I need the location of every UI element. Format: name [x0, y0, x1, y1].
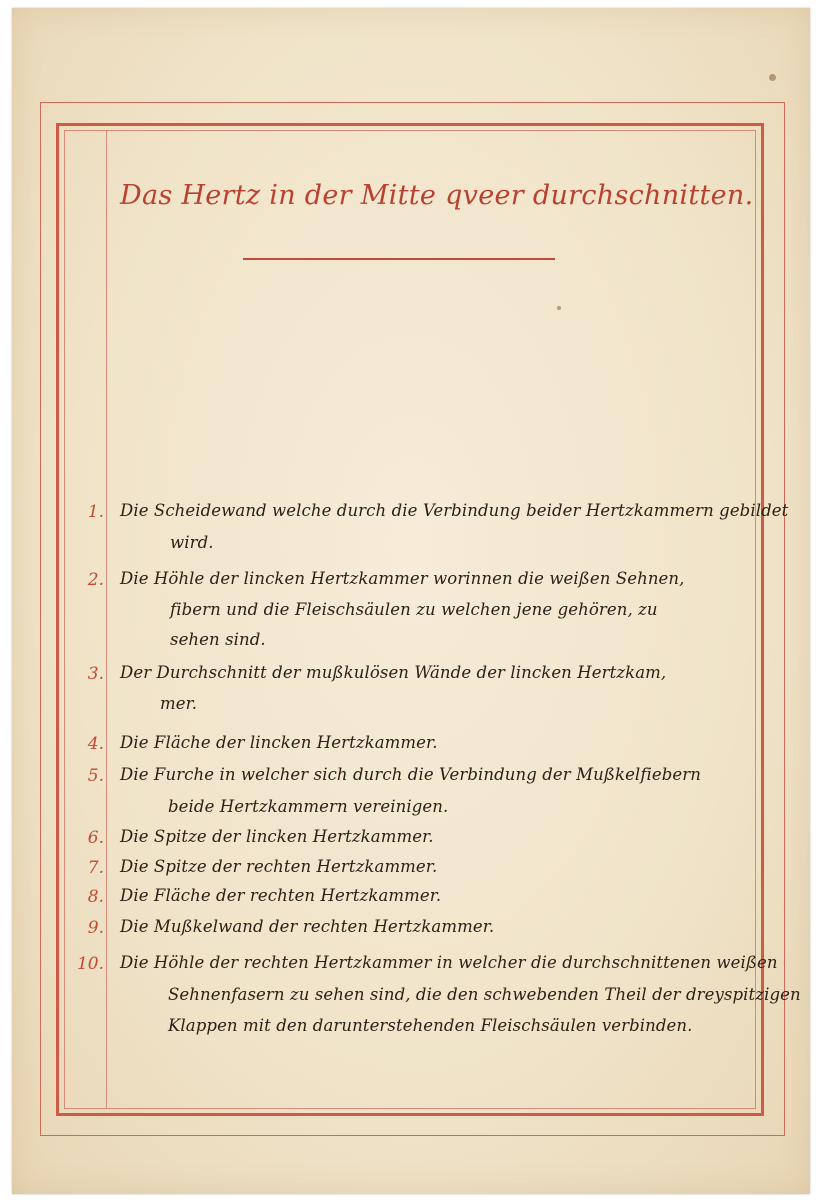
- item-text-line: sehen sind.: [170, 630, 266, 649]
- item-number: 4.: [87, 734, 104, 754]
- title-underline: [243, 258, 555, 260]
- item-text-line: fibern und die Fleischsäulen zu welchen jene gehören, zu: [170, 600, 658, 619]
- item-text-line: Die Spitze der rechten Hertzkammer.: [120, 857, 438, 876]
- page-title: Das Hertz in der Mitte qveer durchschnitten.: [120, 180, 754, 211]
- margin-rule: [106, 131, 107, 1108]
- item-number: 10.: [76, 954, 104, 974]
- item-text-line: Die Spitze der lincken Hertzkammer.: [120, 827, 434, 846]
- item-text-line: mer.: [160, 694, 198, 713]
- item-text-line: Der Durchschnitt der mußkulösen Wände der lincken Hertzkam,: [120, 663, 667, 682]
- item-text-line: wird.: [170, 533, 214, 552]
- item-text-line: Die Mußkelwand der rechten Hertzkammer.: [120, 917, 495, 936]
- item-text-line: Sehnenfasern zu sehen sind, die den schwebenden Theil der dreyspitzigen: [168, 985, 801, 1004]
- item-text-line: Die Höhle der lincken Hertzkammer worinnen die weißen Sehnen,: [120, 569, 685, 588]
- item-number: 8.: [87, 887, 104, 907]
- item-number: 2.: [87, 570, 104, 590]
- item-number: 6.: [87, 828, 104, 848]
- item-number: 1.: [87, 502, 104, 522]
- item-text-line: Die Furche in welcher sich durch die Verbindung der Mußkelfiebern: [120, 765, 702, 784]
- item-text-line: Klappen mit den darunterstehenden Fleischsäulen verbinden.: [168, 1016, 693, 1035]
- item-text-line: beide Hertzkammern vereinigen.: [168, 797, 449, 816]
- ink-spot: [769, 74, 776, 81]
- item-number: 5.: [87, 766, 104, 786]
- item-number: 9.: [87, 918, 104, 938]
- item-number: 3.: [87, 664, 104, 684]
- item-text-line: Die Scheidewand welche durch die Verbindung beider Hertzkammern gebildet: [120, 501, 789, 520]
- item-number: 7.: [87, 858, 104, 878]
- item-text-line: Die Fläche der lincken Hertzkammer.: [120, 733, 438, 752]
- item-text-line: Die Höhle der rechten Hertzkammer in welcher die durchschnittenen weißen: [120, 953, 778, 972]
- item-text-line: Die Fläche der rechten Hertzkammer.: [120, 886, 442, 905]
